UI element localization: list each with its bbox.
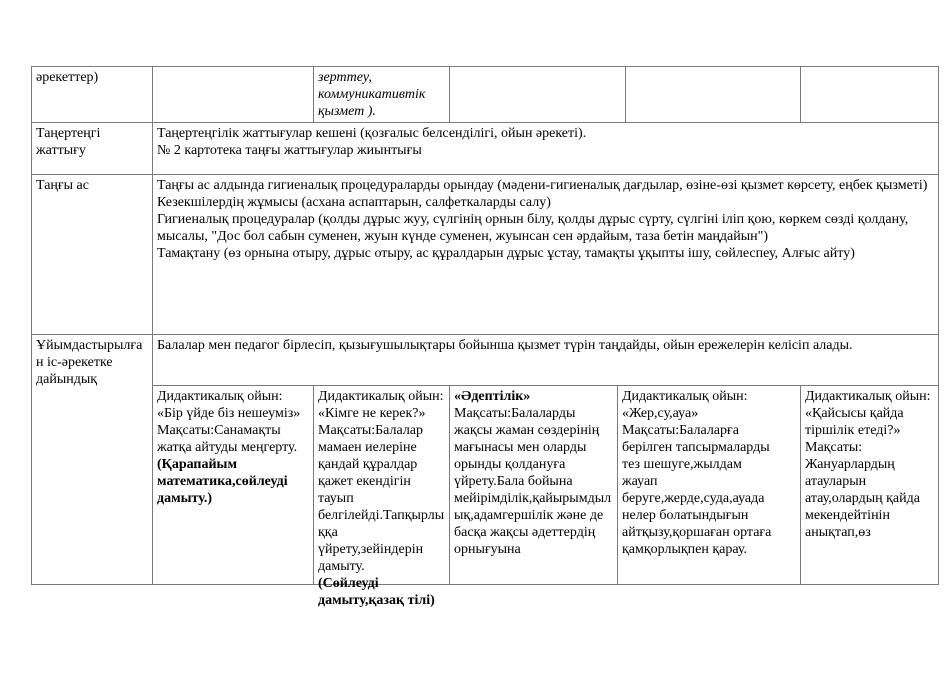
schedule-page [31, 66, 938, 608]
row-label: Таңертеңгі жаттығу [32, 123, 153, 175]
game-goal: Мақсаты:Санамақты жатқа айтуды меңгерту. [157, 423, 298, 455]
table-row-games [32, 386, 939, 585]
text-line: Гигиеналық процедуралар (қолды дұрыс жуу, сүлгінің орнын білу, қолды дұрыс сүрту, сүлгіні іліп қою, көркем сөзді қолдану, мысалы, "Дос бол сабын суменен, жуын күнде суменен, жуынсан сен әрдайым, таза бетін маңдайын") [157, 212, 909, 244]
table-row-preparation [32, 335, 939, 386]
row-label: Таңғы ас [32, 175, 153, 335]
game-subject: (Қарапайым математика,сөйлеуді дамыту.) [157, 457, 288, 506]
text-line: Таңертеңгілік жаттығулар кешені (қозғалыс белсенділігі, ойын әрекеті). [157, 126, 587, 141]
empty-cell [450, 67, 626, 123]
schedule-table [31, 66, 939, 608]
game-goal: Мақсаты: Жануарлардың атауларын атау,олардың қайда мекендейтінін анықтап,өз [805, 440, 920, 540]
day-cell [314, 386, 450, 608]
game-title: «Бір үйде біз нешеуміз» [157, 406, 301, 421]
game-title: «Әдептілік» [454, 389, 531, 404]
morning-exercise-content [153, 123, 939, 175]
game-title: «Қайсысы қайда тіршілік етеді?» [805, 406, 904, 438]
table-row-activities-end [32, 67, 939, 123]
game-goal: Мақсаты:Балалар мамаен иелеріне қандай құралдар қажет екендігін тауып белгілейді.Тапқырлыққа үйрету,зейіндерін дамыту. [318, 423, 445, 574]
day-cell [450, 386, 801, 585]
breakfast-content [153, 175, 939, 335]
game-title: «Кімге не керек?» [318, 406, 426, 421]
game-type: Дидактикалық ойын: [805, 389, 931, 404]
empty-cell [153, 67, 314, 123]
preparation-intro: Балалар мен педагог бірлесіп, қызығушылықтары бойынша қызмет түрін таңдайды, ойын ережелерін келісіп алады. [153, 335, 939, 386]
table-row-morning-exercise [32, 123, 939, 175]
text-line: № 2 картотека таңғы жаттығулар жиынтығы [157, 143, 422, 158]
text-line: Тамақтану (өз орнына отыру, дұрыс отыру, ас құралдарын дұрыс ұстау, тамақты ұқыпты ішу, сөйлеспеу, Алғыс айту) [157, 246, 855, 261]
day-cell-inner [618, 386, 780, 584]
game-goal: Мақсаты:Балаларға берілген тапсырмаларды тез шешуге,жылдам жауап беруге,жерде,суда,ауада нелер болатындығын айтқызу,қоршаған ортаға қамқорлықпен қарау. [622, 423, 772, 557]
activity-cell: зерттеу, коммуникативтік қызмет ). [314, 67, 450, 123]
game-type: Дидактикалық ойын: [318, 389, 444, 404]
game-type: Дидактикалық ойын: [157, 389, 283, 404]
text-line: Таңғы ас алдында гигиеналық процедураларды орындау (мәдени-гигиеналық дағдылар, өзіне-өзі қызмет көрсету, еңбек қызметі) [157, 178, 928, 193]
game-subject: (Сөйлеуді дамыту,қазақ тілі) [318, 576, 435, 608]
game-goal: Мақсаты:Балаларды жақсы жаман сөздерінің мағынасы мен оларды орынды қолдануға үйрету.Бала бойына мейірімділік,қайырымдылық,адамгершілік және де басқа жақсы әдеттердің орнығуына [454, 406, 612, 557]
day-cell-inner [450, 386, 618, 584]
day-cell [801, 386, 939, 585]
game-title: «Жер,су,ауа» [622, 406, 699, 421]
empty-cell [801, 67, 939, 123]
game-type: Дидактикалық ойын: [622, 389, 748, 404]
empty-cell [626, 67, 801, 123]
table-row-breakfast [32, 175, 939, 335]
row-label: әрекеттер) [32, 67, 153, 123]
row-label: Ұйымдастырылған іс-әрекетке дайындық [32, 335, 153, 585]
text-line: Кезекшілердің жұмысы (асхана аспаптарын, салфеткаларды салу) [157, 195, 551, 210]
day-cell [153, 386, 314, 585]
